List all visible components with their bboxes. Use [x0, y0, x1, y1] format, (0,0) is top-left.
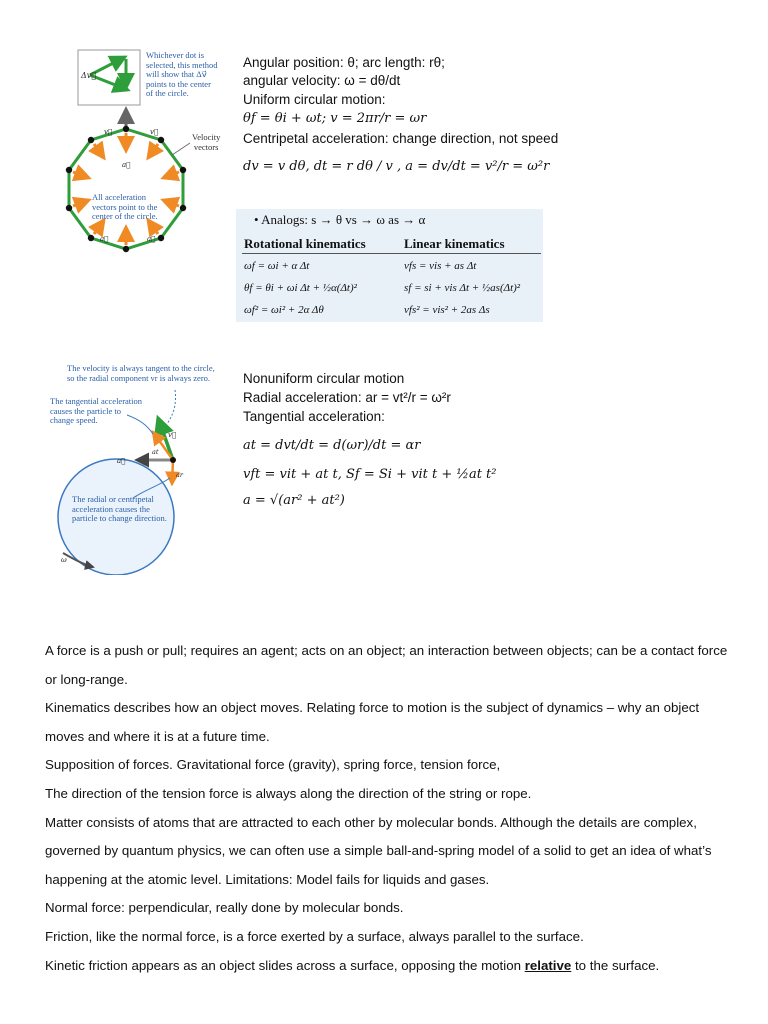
- at-label: at: [152, 448, 159, 456]
- figure-nonuniform-circular-motion: [45, 360, 240, 575]
- angular-velocity-line: angular velocity: ω = dθ/dt: [243, 73, 401, 88]
- force-notes: [45, 637, 735, 980]
- paragraph-normal-force: Normal force: perpendicular, really done by molecular bonds.: [45, 900, 404, 916]
- radial-note: The radial or centripetal acceleration causes the particle to change direction.: [72, 494, 167, 523]
- at-equation: at = dvt/dt = d(ωr)/dt = αr: [243, 438, 421, 453]
- acceleration-vectors-note: All acceleration vectors point to the center of the circle.: [92, 192, 158, 221]
- paragraph-kinetic-friction: Kinetic friction appears as an object slides across a surface, opposing the motion relative to the surface.: [45, 957, 660, 973]
- rotational-eq-2: θf = θi + ωi Δt + ½α(Δt)²: [244, 282, 357, 294]
- v-vector-label: v⃗: [168, 431, 177, 439]
- rotational-header: Rotational kinematics: [244, 236, 366, 251]
- paragraph-tension: The direction of the tension force is always along the direction of the string or rope.: [45, 785, 532, 801]
- paragraph-force-definition: A force is a push or pull; requires an agent; acts on an object; an interaction between objects; can be a contact force or long-range.: [45, 643, 728, 687]
- analogs-bullet: • Analogs: s → θ vs → ω as → α: [254, 212, 426, 227]
- centripetal-line: Centripetal acceleration: change direction, not speed: [243, 131, 559, 146]
- table-rule: [242, 253, 541, 254]
- v-label-1: v⃗: [104, 128, 113, 136]
- radial-acceleration-line: Radial acceleration: ar = vt²/r = ω²r: [243, 390, 451, 405]
- kinematic-equation: vft = vit + at t, Sf = Si + vit t + ½at t²: [243, 467, 497, 482]
- angular-position-line: Angular position: θ; arc length: rθ;: [243, 55, 445, 70]
- nonuniform-diagram: [45, 360, 240, 575]
- tangential-note: The tangential acceleration causes the particle to change speed.: [50, 396, 143, 425]
- figure-uniform-circular-motion: [40, 45, 240, 280]
- paragraph-kinematics: Kinematics describes how an object moves. Relating force to motion is the subject of dynamics – why an object moves and where it is at a future time.: [45, 700, 700, 744]
- relative-emphasis: relative: [524, 957, 572, 973]
- rotational-eq-3: ωf² = ωi² + 2α Δθ: [244, 304, 324, 316]
- paragraph-superposition: Supposition of forces. Gravitational force (gravity), spring force, tension force,: [45, 757, 501, 773]
- a-label-3: a⃗: [147, 235, 156, 243]
- nonuniform-heading: Nonuniform circular motion: [243, 371, 405, 386]
- linear-eq-3: vfs² = vis² + 2as Δs: [404, 304, 490, 316]
- theta-equation: θf = θi + ωt; v = 2πr/r = ωr: [243, 111, 427, 126]
- a-vector-label: a⃗: [117, 457, 126, 465]
- paragraph-molecular-bonds: Matter consists of atoms that are attracted to each other by molecular bonds. Although the details are complex, governed by quantum physics, we can often use a simple ball-and-spring model of a solid to get an idea of what’s happening at the atomic level. Limitations: Model fails for liquids and gases.: [45, 814, 712, 887]
- uniform-motion-heading: Uniform circular motion:: [243, 92, 386, 107]
- linear-header: Linear kinematics: [404, 236, 505, 251]
- a-label-1: a⃗: [122, 161, 131, 169]
- ar-label: ar: [176, 471, 183, 479]
- dv-equation: dv = v dθ, dt = r dθ / v , a = dv/dt = v²/r = ω²r: [243, 159, 550, 174]
- rotational-eq-1: ωf = ωi + α Δt: [244, 260, 310, 272]
- omega-label: ω: [61, 556, 67, 564]
- delta-v-label: Δv⃗: [81, 71, 97, 80]
- velocity-vectors-label: Velocity vectors: [192, 132, 221, 152]
- total-acceleration-equation: a = √(ar² + at²): [243, 493, 345, 508]
- linear-eq-1: vfs = vis + as Δt: [404, 260, 477, 272]
- paragraph-friction: Friction, like the normal force, is a force exerted by a surface, always parallel to the surface.: [45, 928, 584, 944]
- v-label-2: v⃗: [150, 128, 159, 136]
- a-label-2: a⃗: [100, 235, 109, 243]
- figure1-note-top: Whichever dot is selected, this method will show that Δv⃗ points to the center of the circle.: [146, 50, 218, 98]
- tangential-acceleration-heading: Tangential acceleration:: [243, 409, 385, 424]
- analogs-table: [236, 209, 543, 322]
- linear-eq-2: sf = si + vis Δt + ½as(Δt)²: [404, 282, 521, 294]
- figure2-note-top: The velocity is always tangent to the circle, so the radial component vr is always zero.: [67, 363, 215, 383]
